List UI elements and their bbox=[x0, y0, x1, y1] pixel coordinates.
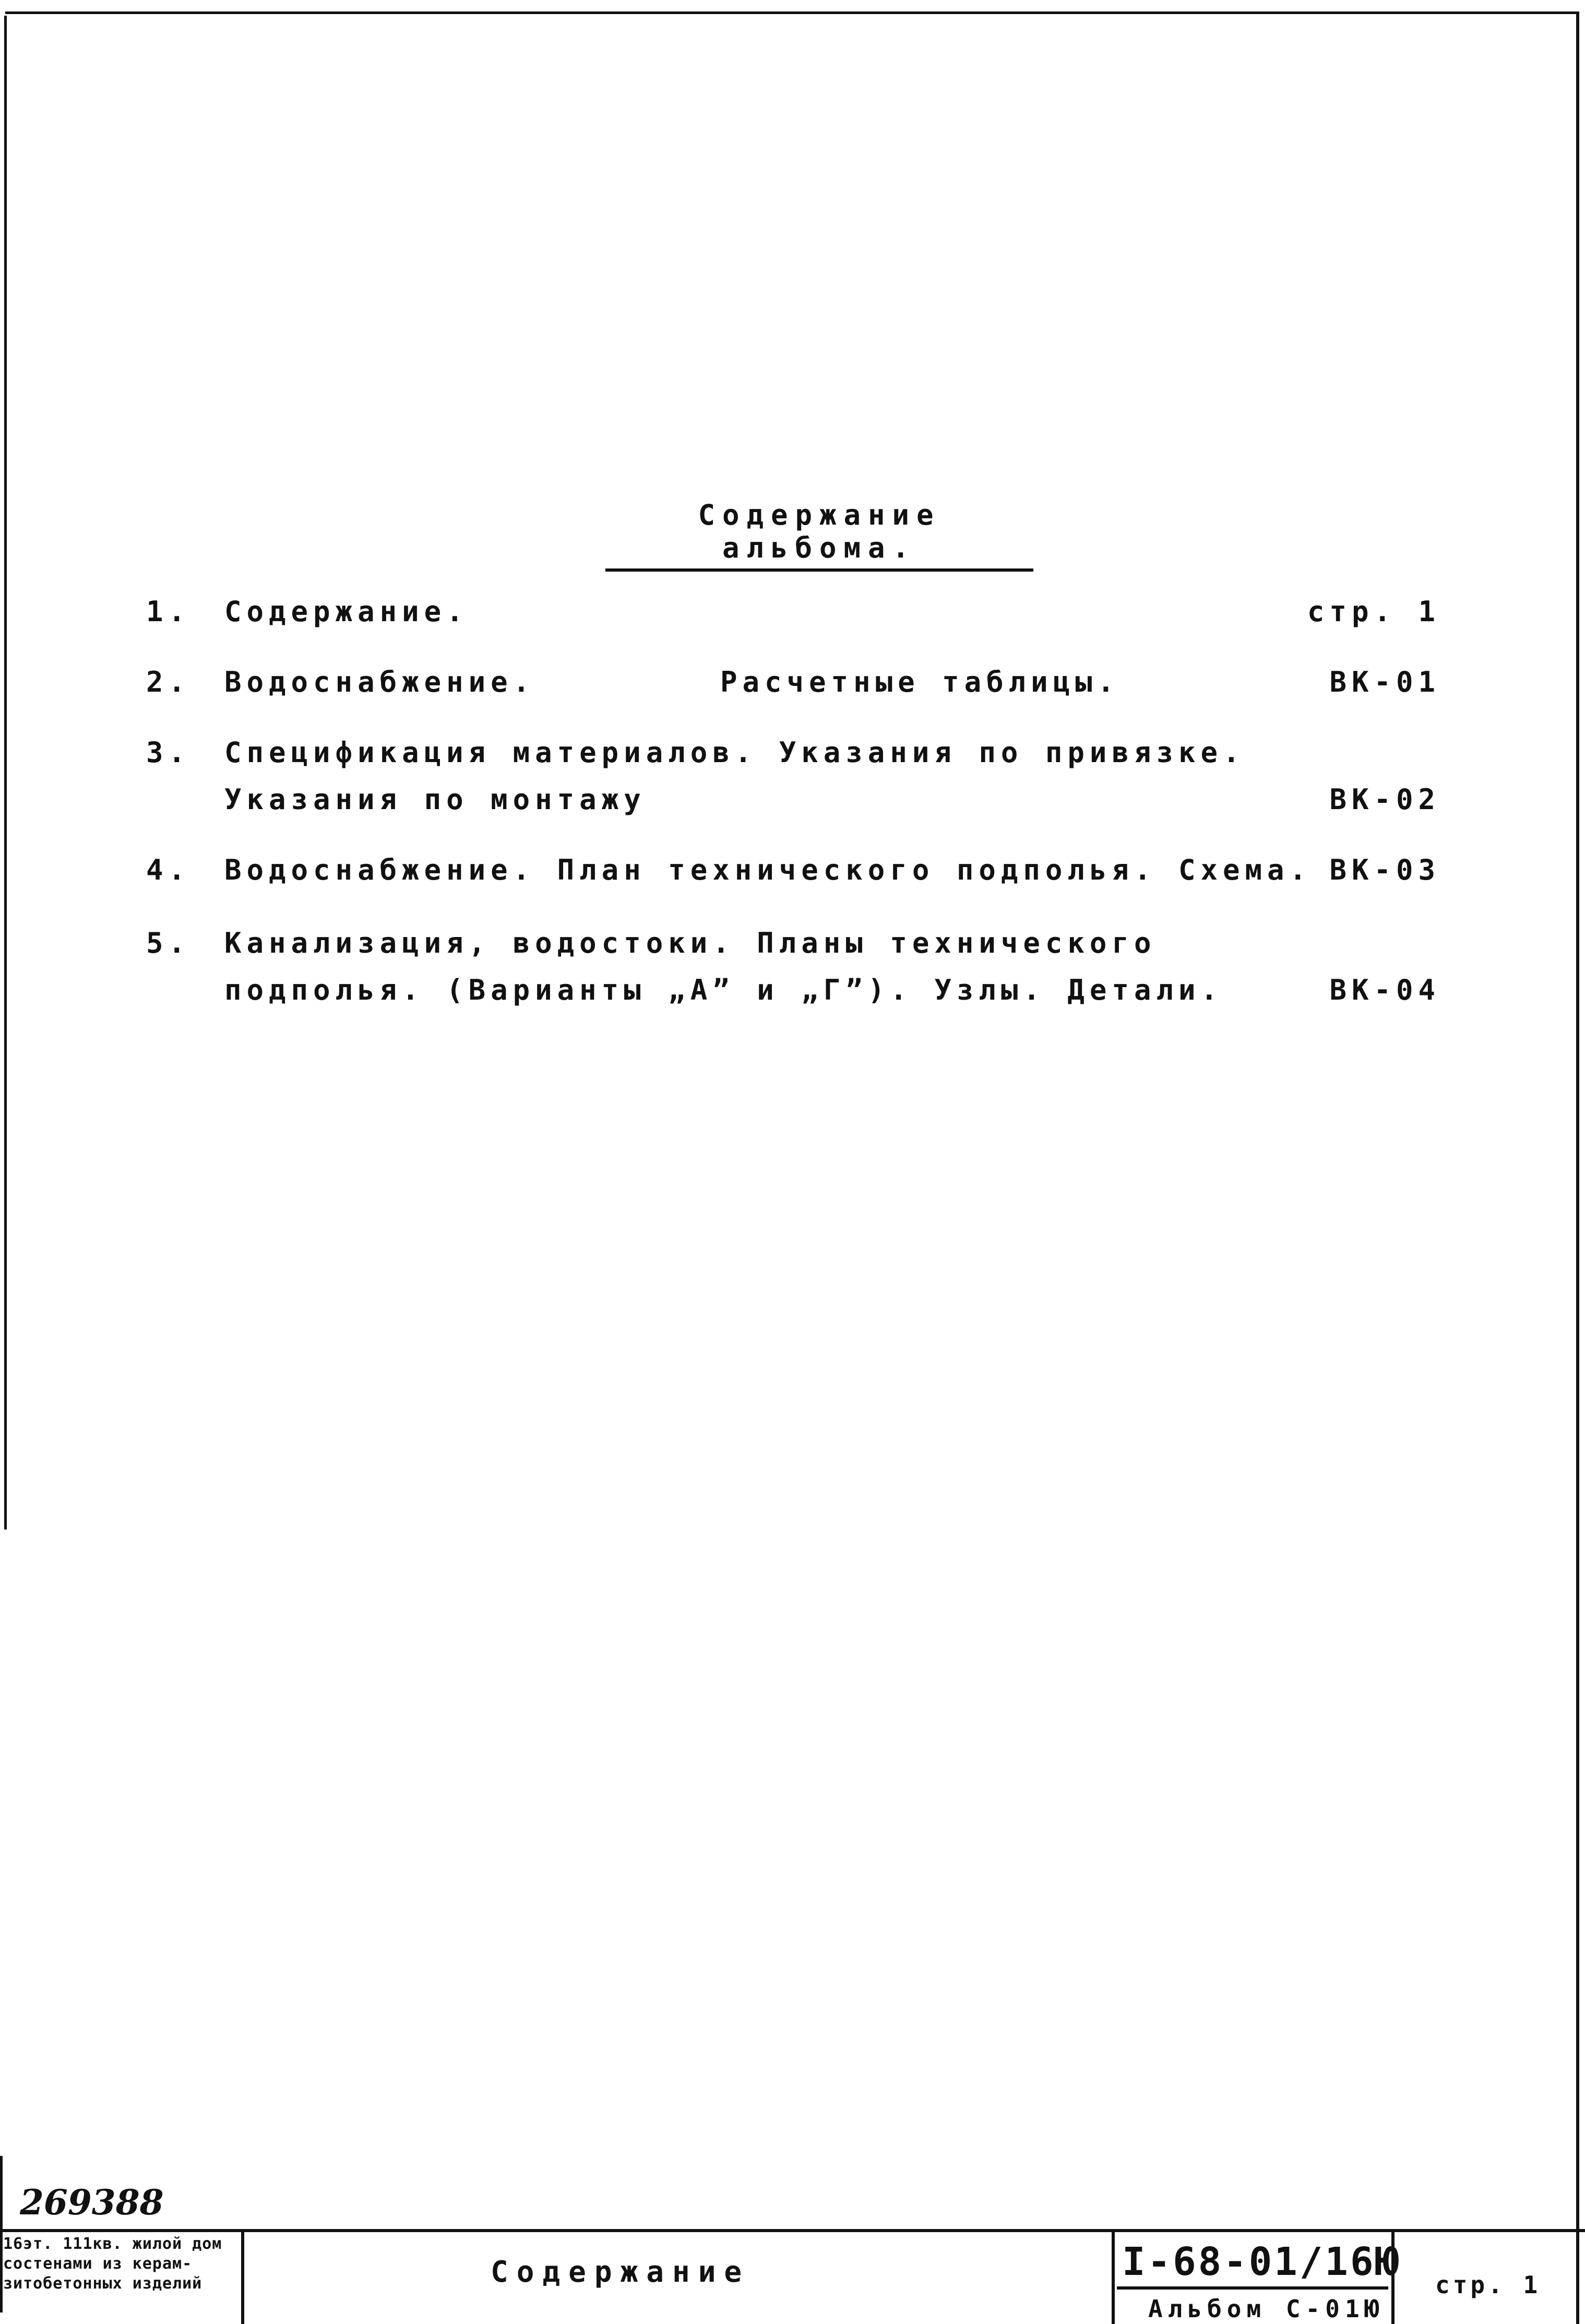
entry-page: стр. 1 bbox=[1307, 595, 1440, 628]
entry-title: Спецификация материалов. Указания по привязке. Указания по монтажу bbox=[224, 736, 1245, 816]
entry-page: ВК-04 bbox=[1329, 974, 1440, 1006]
sheet-number: стр. 1 bbox=[1435, 2271, 1541, 2299]
entry-title: Содержание. bbox=[224, 595, 469, 628]
entry-number: 2. bbox=[146, 666, 191, 698]
entry-number: 3. bbox=[146, 736, 191, 769]
project-description: 16эт. 111кв. жилой дом состенами из керам- зитобетонных изделий bbox=[3, 2235, 222, 2293]
frame-right-line bbox=[1576, 11, 1579, 2324]
document-title: Содержание альбома. bbox=[605, 499, 1033, 572]
entry-number: 1. bbox=[146, 595, 191, 628]
title-block-divider bbox=[1117, 2286, 1388, 2290]
frame-left-line bbox=[4, 16, 7, 1529]
entry-title: Водоснабжение. План технического подполья. Схема. bbox=[224, 853, 1312, 886]
entry-number: 4. bbox=[146, 853, 191, 886]
toc-entry bbox=[146, 736, 1440, 840]
frame-top-line bbox=[5, 11, 1576, 14]
entry-page: ВК-02 bbox=[1329, 783, 1440, 816]
project-code: I-68-01/16Ю bbox=[1122, 2239, 1401, 2284]
archive-number: 269388 bbox=[20, 2182, 164, 2223]
toc-entry bbox=[146, 927, 1440, 1031]
entry-page: ВК-03 bbox=[1329, 853, 1440, 886]
entry-title: Водоснабжение. bbox=[224, 666, 535, 698]
album-number: Альбом С-01Ю bbox=[1148, 2295, 1385, 2323]
entry-page: ВК-01 bbox=[1329, 666, 1440, 698]
entry-subtitle: Расчетные таблицы. bbox=[720, 666, 1120, 698]
entry-number: 5. bbox=[146, 927, 191, 959]
entry-title: Канализация, водостоки. Планы технического подполья. (Варианты „А” и „Г”). Узлы. Детали. bbox=[224, 927, 1223, 1006]
sheet-name: Содержание bbox=[491, 2255, 750, 2289]
